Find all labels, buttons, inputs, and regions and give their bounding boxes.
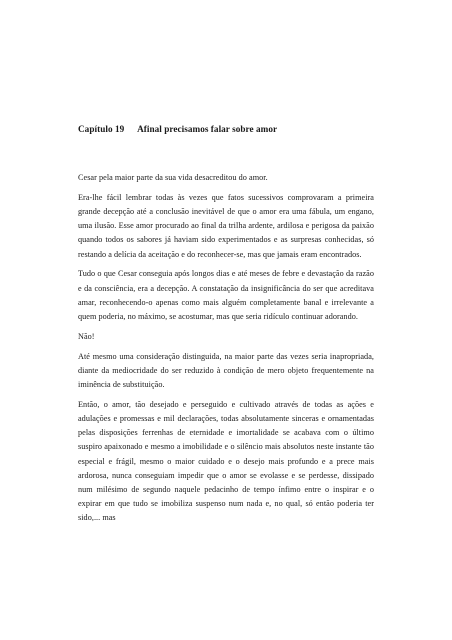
chapter-title: Afinal precisamos falar sobre amor — [137, 124, 278, 134]
chapter-heading — [78, 124, 378, 134]
paragraph: Não! — [78, 331, 95, 341]
paragraph: Então, o amor, tão desejado e perseguido e cultivado através de todas as ações e adulações e promessas e mil declarações, todas absolutamente sinceras e ornamentadas pelas disposições ferrenhas de eternidade e imortalidade se acabava com o último suspiro apaixonado e mesmo a imobilidade e o silêncio mais absolutos neste instante tão especial e frágil, mesmo o maior cuidado e o desejo mais profundo e a prece mais ardorosa, nunca conseguiam impedir que o amor se evolasse e se perdesse, dissipado num milésimo de segundo naquele pedacinho de tempo ínfimo entre o inspirar e o expirar em que tudo se imobiliza suspenso num nada e, no qual, só então poderia ter sido,... mas — [78, 399, 374, 523]
chapter-number: Capítulo 19 — [78, 124, 125, 134]
paragraph: Tudo o que Cesar conseguia após longos dias e até meses de febre e devastação da razão e da consciência, era a decepção. A constatação da insignificância do ser que acreditava amar, reconhecendo-o apenas como mais alguém completamente banal e irrelevante a quem poderia, no máximo, se acostumar, mas que seria ridículo continuar adorando. — [78, 269, 374, 322]
paragraph: Era-lhe fácil lembrar todas às vezes que fatos sucessivos comprovaram a primeira grande decepção até a conclusão inevitável de que o amor era uma fábula, um engano, uma ilusão. Esse amor procurado ao final da trilha ardente, ardilosa e perigosa da paixão quando todos os sabores já haviam sido experimentados e as surpresas conhecidas, só restando a delícia da aceitação e do reconhecer-se, mas que jamais eram encontrados. — [78, 192, 374, 259]
paragraph: Cesar pela maior parte da sua vida desacreditou do amor. — [78, 173, 268, 182]
paragraph: Até mesmo uma consideração distinguida, na maior parte das vezes seria inapropriada, diante da mediocridade do ser reduzido à condição de mero objeto frequentemente na iminência de substituição. — [78, 351, 374, 390]
chapter-body — [78, 171, 374, 531]
